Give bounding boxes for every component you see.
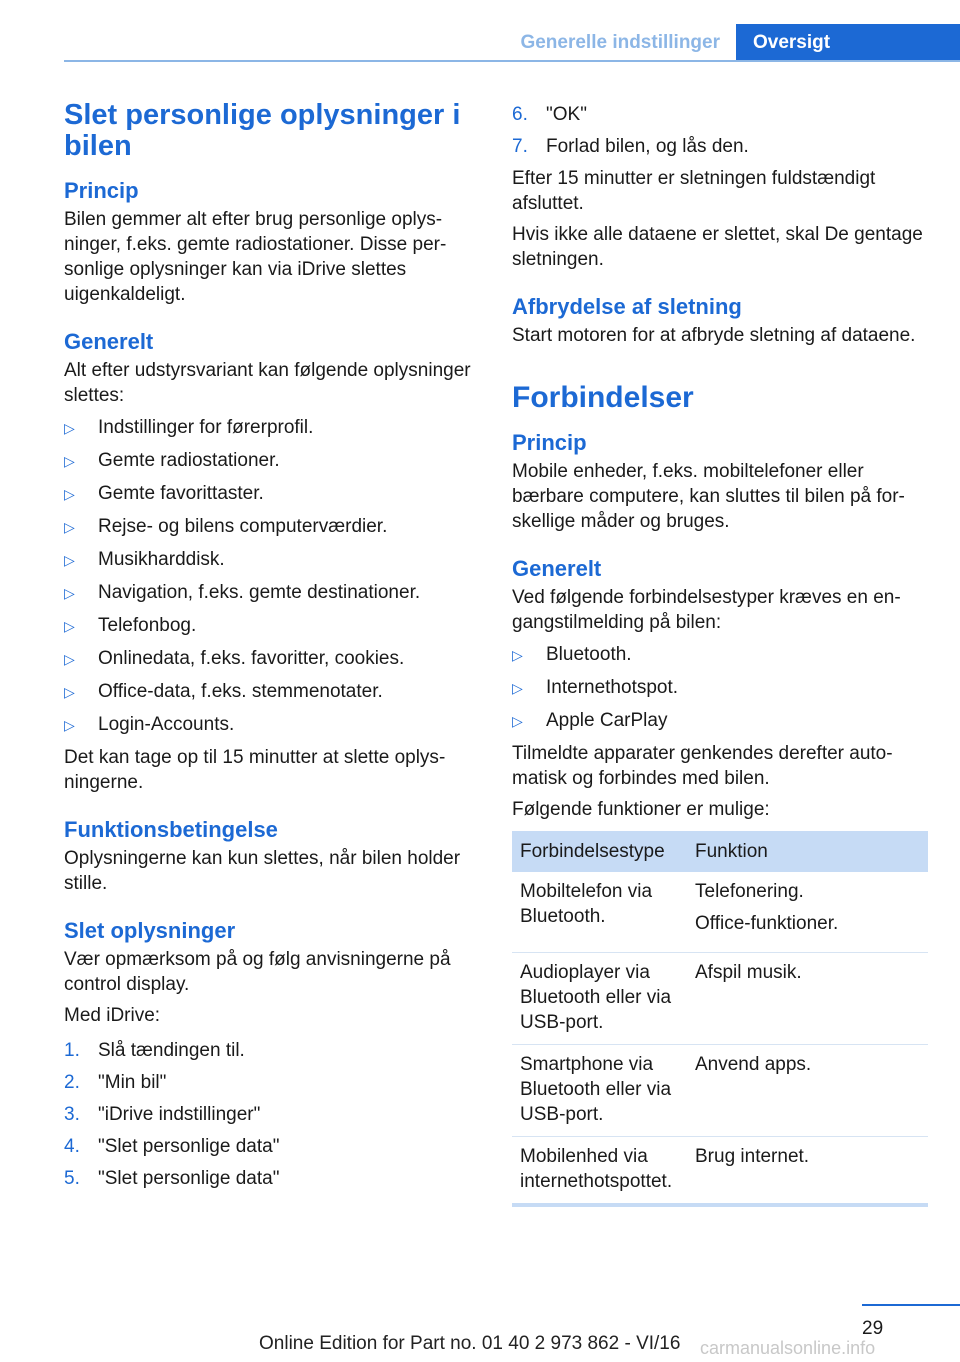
list-item	[64, 448, 482, 474]
cell-function	[687, 1045, 928, 1137]
list-item-text: Indstillinger for førerprofil.	[98, 417, 314, 438]
function-text: Office-funktioner.	[695, 913, 839, 934]
connection-functions-table	[512, 831, 928, 1207]
paragraph-slet: Vær opmærksom på og følg anvisningerne på control display.	[64, 949, 451, 995]
paragraph-afbrydelse: Start motoren for at afbryde sletning af dataene.	[512, 325, 916, 346]
step-text: Forlad bilen, og lås den.	[546, 136, 749, 157]
triangle-bullet-icon: ▷	[64, 651, 75, 667]
list-item	[64, 679, 482, 705]
list-item	[64, 712, 482, 738]
section-title-forbindelser: Forbindelser	[512, 381, 694, 414]
heading-princip: Princip	[64, 178, 139, 203]
edition-text: Online Edition for Part no. 01 40 2 973 862 - VI/16	[259, 1333, 681, 1354]
paragraph-princip: Bilen gemmer alt efter brug personlige oplysninger, f.eks. gemte radiostationer. Disse personlige oplysninger kan via iDrive slettes uigenkaldeligt.	[64, 209, 447, 305]
list-item	[64, 646, 482, 672]
step-number: 4.	[64, 1136, 80, 1157]
paragraph-mulige: Følgende funktioner er mulige:	[512, 799, 770, 820]
list-item	[64, 580, 482, 606]
list-item-text: Office-data, f.eks. stemmenotater.	[98, 681, 383, 702]
table-header-function: Funktion	[687, 831, 928, 872]
list-item-text: Navigation, f.eks. gemte destinationer.	[98, 582, 421, 603]
header-tab-oversigt[interactable]: Oversigt	[736, 24, 960, 62]
step-text: "Slet personlige data"	[98, 1168, 280, 1189]
list-item	[512, 675, 930, 701]
step-item	[64, 1134, 482, 1159]
heading-generelt: Generelt	[64, 329, 154, 354]
step-number: 3.	[64, 1104, 80, 1125]
paragraph-after: Efter 15 minutter er sletningen fuldstændigt afsluttet.	[512, 168, 876, 214]
step-item	[64, 1166, 482, 1191]
cell-function	[687, 1137, 928, 1206]
paragraph-time: Det kan tage op til 15 minutter at slette oplysningerne.	[64, 747, 446, 793]
function-text: Brug internet.	[695, 1146, 810, 1167]
deletable-items-list	[64, 415, 482, 738]
list-item-text: Apple CarPlay	[546, 710, 668, 731]
paragraph-generelt: Alt efter udstyrsvariant kan følgende oplysninger slettes:	[64, 360, 471, 406]
step-number: 2.	[64, 1072, 80, 1093]
cell-function	[687, 953, 928, 1045]
list-item	[64, 481, 482, 507]
section-title-slet: Slet personlige oplysninger i bilen	[64, 99, 461, 162]
watermark: carmanualsonline.info	[700, 1338, 876, 1358]
steps-list	[64, 1038, 482, 1191]
page-header	[0, 24, 960, 62]
header-rule	[64, 60, 960, 62]
heading-slet-oplysninger: Slet oplysninger	[64, 918, 236, 943]
list-item-text: Internethotspot.	[546, 677, 679, 698]
list-item-text: Musikharddisk.	[98, 549, 225, 570]
step-text: "Slet personlige data"	[98, 1136, 280, 1157]
paragraph-idrive: Med iDrive:	[64, 1005, 161, 1026]
left-column	[64, 100, 482, 1198]
function-text: Telefonering.	[695, 881, 804, 902]
connection-types-list	[512, 642, 930, 734]
step-number: 1.	[64, 1040, 80, 1061]
list-item-text: Rejse- og bilens computerværdier.	[98, 516, 388, 537]
function-text: Anvend apps.	[695, 1054, 812, 1075]
step-text: "Min bil"	[98, 1072, 167, 1093]
right-column	[512, 100, 930, 1207]
list-item-text: Gemte radiostationer.	[98, 450, 280, 471]
heading-generelt-forbindelser: Generelt	[512, 556, 602, 581]
step-text: "OK"	[546, 104, 587, 125]
header-section-title: Generelle indstillinger	[520, 32, 720, 53]
list-item-text: Login-Accounts.	[98, 714, 235, 735]
triangle-bullet-icon: ▷	[64, 684, 75, 700]
triangle-bullet-icon: ▷	[64, 618, 75, 634]
list-item-text: Bluetooth.	[546, 644, 632, 665]
triangle-bullet-icon: ▷	[64, 585, 75, 601]
step-number: 5.	[64, 1168, 80, 1189]
cell-connection-type: Audioplayer via Bluetooth eller via USB-port.	[512, 953, 687, 1045]
paragraph-funktionsbetingelse: Oplysningerne kan kun slettes, når bilen holder stille.	[64, 848, 461, 894]
triangle-bullet-icon: ▷	[64, 420, 75, 436]
heading-afbrydelse: Afbrydelse af sletning	[512, 294, 742, 319]
triangle-bullet-icon: ▷	[512, 647, 523, 663]
step-item	[64, 1038, 482, 1063]
list-item	[64, 547, 482, 573]
step-text: Slå tændingen til.	[98, 1040, 245, 1061]
triangle-bullet-icon: ▷	[512, 680, 523, 696]
page-number: 29	[862, 1318, 884, 1339]
triangle-bullet-icon: ▷	[64, 453, 75, 469]
paragraph-princip-forbindelser: Mobile enheder, f.eks. mobiltelefoner eller bærbare computere, kan sluttes til bilen på forskellige måder og bruges.	[512, 461, 905, 532]
function-text: Afspil musik.	[695, 962, 802, 983]
list-item-text: Gemte favorittaster.	[98, 483, 264, 504]
triangle-bullet-icon: ▷	[64, 552, 75, 568]
table-header-row	[512, 831, 928, 872]
triangle-bullet-icon: ▷	[64, 519, 75, 535]
cell-connection-type: Mobiltelefon via Bluetooth.	[512, 872, 687, 953]
heading-princip-forbindelser: Princip	[512, 430, 587, 455]
table-row	[512, 1045, 928, 1137]
step-item	[512, 102, 930, 127]
triangle-bullet-icon: ▷	[64, 486, 75, 502]
cell-connection-type: Smartphone via Bluetooth eller via USB-port.	[512, 1045, 687, 1137]
paragraph-tilmeldt: Tilmeldte apparater genkendes derefter automatisk og forbindes med bilen.	[512, 743, 893, 789]
step-item	[512, 134, 930, 159]
paragraph-retry: Hvis ikke alle dataene er slettet, skal De gentage sletningen.	[512, 224, 923, 270]
footer-rule	[862, 1304, 960, 1306]
heading-funktionsbetingelse: Funktionsbetingelse	[64, 817, 278, 842]
step-text: "iDrive indstillinger"	[98, 1104, 261, 1125]
triangle-bullet-icon: ▷	[64, 717, 75, 733]
step-number: 6.	[512, 104, 528, 125]
table-row	[512, 872, 928, 953]
steps-list-continued	[512, 102, 930, 159]
step-item	[64, 1102, 482, 1127]
table-row	[512, 1137, 928, 1206]
cell-function	[687, 872, 928, 953]
triangle-bullet-icon: ▷	[512, 713, 523, 729]
list-item	[64, 514, 482, 540]
paragraph-generelt-forbindelser: Ved følgende forbindelsestyper kræves en engangstilmelding på bilen:	[512, 587, 901, 633]
list-item	[64, 613, 482, 639]
list-item	[512, 642, 930, 668]
list-item	[512, 708, 930, 734]
table-row	[512, 953, 928, 1045]
step-item	[64, 1070, 482, 1095]
list-item	[64, 415, 482, 441]
step-number: 7.	[512, 136, 528, 157]
cell-connection-type: Mobilenhed via internethotspottet.	[512, 1137, 687, 1206]
list-item-text: Telefonbog.	[98, 615, 197, 636]
table-header-type: Forbindelsestype	[512, 831, 687, 872]
list-item-text: Onlinedata, f.eks. favoritter, cookies.	[98, 648, 405, 669]
